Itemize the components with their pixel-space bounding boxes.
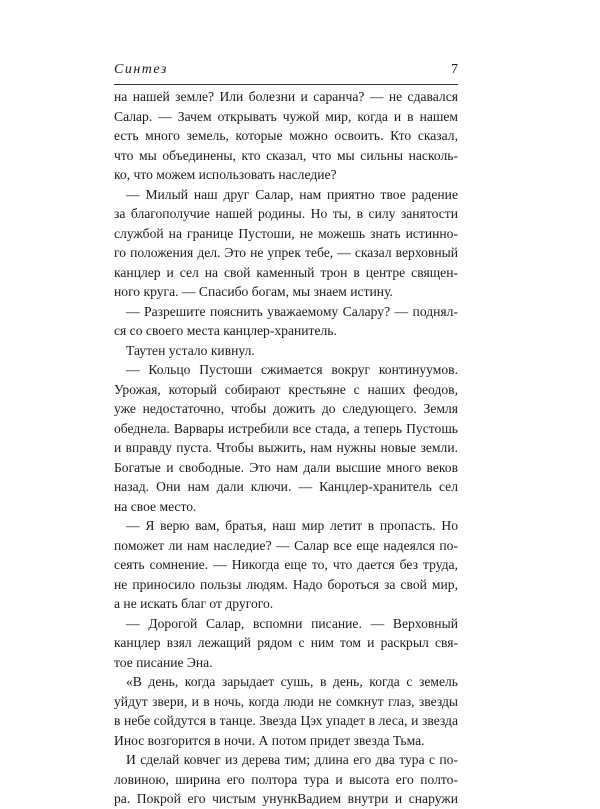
text-line: назад. Они нам дали ключи. — Канцлер-хранитель сел — [114, 479, 458, 494]
text-line: канцлер и сел на свой каменный трон в центре священ- — [114, 264, 458, 280]
text-line: Салар. — Зачем открывать чужой мир, когда и в нашем — [114, 108, 458, 124]
text-line: — Разрешите пояснить уважаемому Салару? — поднял- — [126, 303, 458, 319]
text-line: Урожая, который собирают крестьяне с наших феодов, — [114, 381, 458, 397]
text-line: сеять сомнение. — Никогда еще то, что дается без труда, — [114, 557, 458, 572]
text-line: — Дорогой Салар, вспомни писание. — Верховный — [126, 615, 458, 631]
header-rule — [114, 84, 458, 85]
text-line: не приносило пользы людям. Надо бороться за свой мир, — [114, 576, 458, 592]
text-line: в небе сойдутся в танце. Звезда Цэх упадет в леса, и звезда — [114, 713, 458, 728]
text-line: тое писание Эна. — [114, 654, 213, 670]
text-line: ко, что можем использовать наследие? — [114, 167, 337, 182]
text-line: службой на границе Пустоши, не можешь знать истинно- — [114, 225, 458, 241]
text-line: уже недостаточно, чтобы дожить до следующего. Земля — [114, 401, 458, 416]
text-line: и вправду пуста. Чтобы выжить, нам нужны новые земли. — [114, 440, 458, 455]
text-line: поможет ли нам наследие? — Салар все еще надеялся по- — [114, 537, 458, 553]
text-line: канцлер взял лежащий рядом с ним том и раскрыл свя- — [114, 635, 458, 650]
text-line: на свое место. — [114, 498, 197, 514]
text-line: за благополучие нашей родины. Но ты, в силу занятости — [114, 206, 458, 221]
text-line: го положения дел. Это не упрек тебе, — сказал верховный — [114, 245, 458, 260]
text-line: — Я верю вам, братья, наш мир летит в пропасть. Но — [126, 518, 458, 533]
page-number: 7 — [451, 62, 458, 77]
text-line: ра. Покрой его чистым унункВадием внутри и снаружи — [114, 791, 458, 806]
text-line: Богатые и свободные. Это нам дали высшие много веков — [114, 459, 458, 475]
text-line: ного круга. — Спасибо богам, мы знаем истину. — [114, 284, 393, 299]
text-line: Инос возгорится в ночи. А потом придет звезда Тьма. — [114, 732, 425, 748]
running-title: Синтез — [114, 62, 168, 77]
text-line: есть много земель, которые можно освоить. Кто сказал, — [114, 128, 458, 143]
body-text — [114, 87, 458, 809]
page-header — [114, 62, 458, 82]
text-line: — Милый наш друг Салар, нам приятно твое радение — [126, 186, 458, 202]
text-line: а не искать благ от другого. — [114, 596, 274, 611]
text-line: ловиною, ширина его полтора тура и высота его полто- — [114, 771, 458, 787]
text-line: обеднела. Варвары истребили все стада, а теперь Пустошь — [114, 420, 458, 436]
text-line: — Кольцо Пустоши сжимается вокруг континуумов. — [126, 362, 458, 377]
text-line: «В день, когда зарыдает сушь, в день, когда с земель — [126, 674, 458, 689]
text-line: уйдут звери, и в ночь, когда люди не сомкнут глаз, звезды — [114, 693, 458, 709]
text-line: ся со своего места канцлер-хранитель. — [114, 323, 337, 338]
text-line: И сделай ковчег из дерева тим; длина его два тура с по- — [126, 752, 458, 767]
text-line: Таутен устало кивнул. — [126, 342, 255, 358]
text-line: что мы объединены, кто сказал, что мы сильны насколь- — [114, 147, 458, 163]
text-line: на нашей земле? Или болезни и саранча? — не сдавался — [114, 89, 458, 104]
